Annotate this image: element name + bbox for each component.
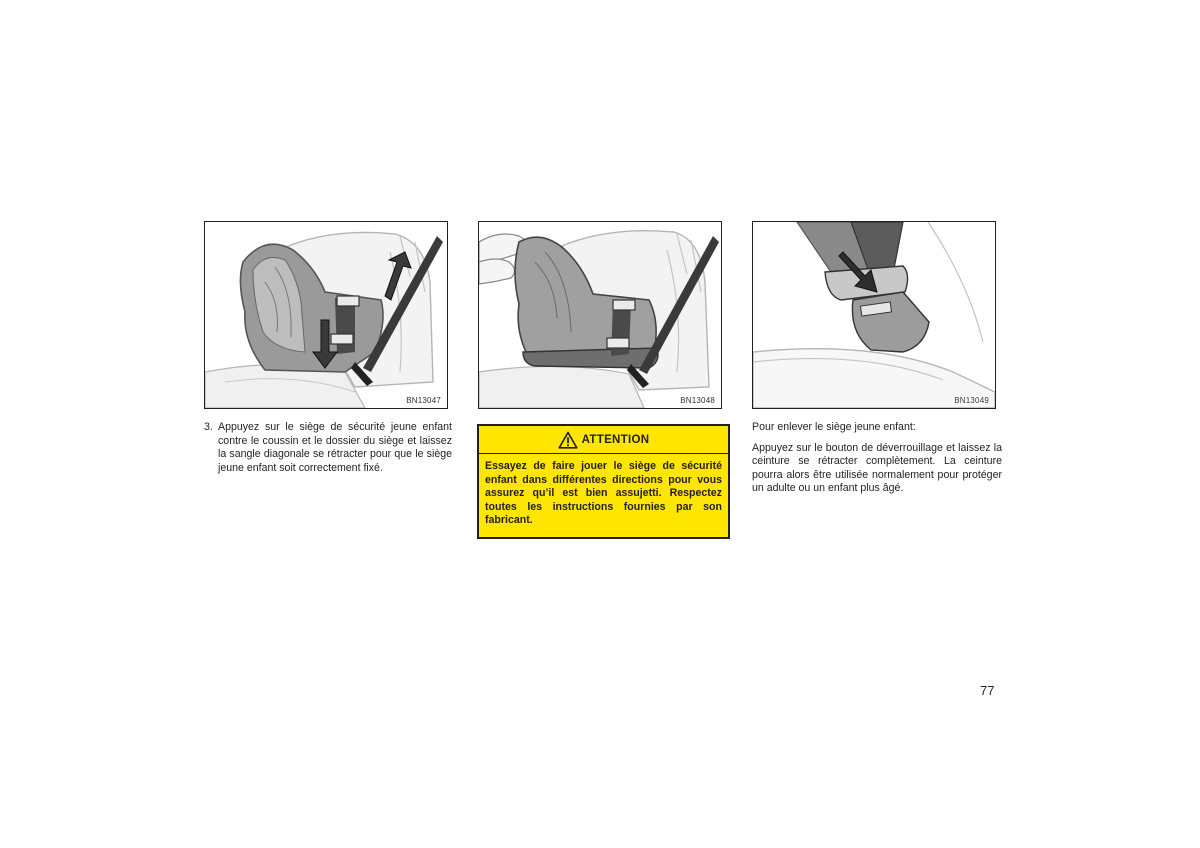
step-text: Appuyez sur le siège de sécurité jeune enfant contre le coussin et le dossier du siège et laissez la sangle diagonale se rétracter pour que le siège jeune enfant soit correctement fixé. [218,421,452,474]
warning-box [477,424,730,539]
belt-buckle-release-illustration [753,222,995,408]
warning-triangle-icon [558,431,578,449]
removal-heading: Pour enlever le siège jeune enfant: [752,421,916,433]
figure-code: BN13049 [954,396,989,405]
warning-text: Essayez de faire jouer le siège de sécurité enfant dans différentes directions pour vous assurez qu’il est bien assujetti. Respectez toutes les instructions fournies par son fabricant. [485,460,722,527]
child-seat-test-movement-illustration [479,222,721,408]
figure-code: BN13047 [406,396,441,405]
step-number: 3. [204,421,213,433]
warning-title: ATTENTION [581,433,650,446]
page-number: 77 [980,683,995,698]
warning-header [479,426,728,454]
figure-child-seat-test [478,221,722,409]
figure-belt-buckle [752,221,996,409]
figure-child-seat-pressed [204,221,448,409]
removal-text: Appuyez sur le bouton de déverrouillage et laissez la ceinture se rétracter complètement. La ceinture pourra alors être utilisée normalement pour protéger un adulte ou un enfant plus âgé. [752,441,1002,495]
figure-code: BN13048 [680,396,715,405]
step-instruction [204,421,452,475]
removal-section [752,421,1002,503]
child-seat-pressed-back-illustration [205,222,447,408]
